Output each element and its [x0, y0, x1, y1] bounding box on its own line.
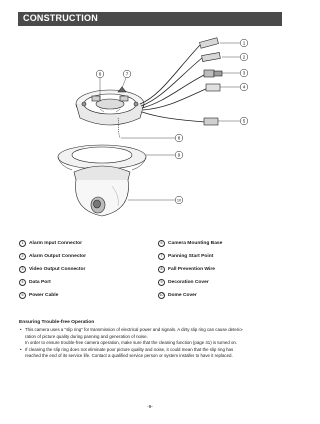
callout-3 [240, 69, 248, 77]
legend-label: Alarm Input Connector [29, 241, 82, 246]
note-line: If cleaning the slip ring does not eliminate poor picture quality and noise, it could mean that the slip ring has [25, 346, 234, 352]
legend-item [158, 266, 215, 273]
callout-9 [175, 151, 183, 159]
notes-title: Ensuring Trouble-free Operation [19, 320, 95, 325]
legend-label: Dome Cover [168, 293, 197, 298]
legend-label: Decoration Cover [168, 280, 209, 285]
dome-cover [74, 166, 130, 216]
legend-number: 8 [158, 266, 165, 273]
alarm-output-connector [202, 52, 221, 61]
svg-text:10: 10 [176, 198, 182, 203]
svg-text:8: 8 [177, 135, 181, 141]
svg-text:6: 6 [98, 71, 102, 77]
callout-7 [123, 70, 131, 78]
data-port [206, 84, 220, 91]
video-output-connector [204, 70, 222, 77]
svg-text:9: 9 [177, 152, 181, 158]
legend-label: Camera Mounting Base [168, 241, 223, 246]
alarm-input-connector [200, 38, 219, 48]
legend-item [19, 279, 51, 286]
callout-8 [175, 134, 183, 142]
page-number: -9- [147, 404, 153, 409]
legend-label: Video Output Connector [29, 267, 86, 272]
legend-item [158, 240, 222, 247]
legend-label: Panning Start Point [168, 254, 214, 259]
note-line: reached the end of its service life. Contact a qualified service person or system installer to have it replaced. [25, 353, 233, 359]
cable-bundle [140, 45, 208, 122]
legend-item [158, 253, 213, 260]
legend-number: 2 [19, 253, 26, 260]
legend-item [158, 292, 197, 299]
legend-item [19, 266, 85, 273]
note-bullet [19, 347, 283, 360]
legend-number: 7 [158, 253, 165, 260]
bullet-dot: • [20, 346, 22, 352]
callout-6 [96, 70, 104, 78]
legend-label: Fall Prevention Wire [168, 267, 215, 272]
svg-text:5: 5 [242, 118, 246, 124]
legend-number: 9 [158, 279, 165, 286]
note-bullet [19, 327, 283, 346]
legend-item [158, 279, 209, 286]
power-cable-plug [204, 118, 218, 125]
svg-text:4: 4 [242, 84, 246, 90]
svg-text:3: 3 [242, 70, 246, 76]
note-line: In order to ensure trouble-free camera operation, make sure that the cleaning function (page 41) is turned on. [25, 340, 238, 346]
legend-number: 6 [158, 240, 165, 247]
callout-2 [240, 53, 248, 61]
note-line: ration of picture quality during panning and generation of noise. [25, 333, 148, 339]
operation-notes [19, 320, 283, 359]
legend-number: 1 [19, 240, 26, 247]
camera-mounting-base [76, 90, 144, 125]
callout-5 [240, 117, 248, 125]
bullet-dot: • [20, 327, 22, 333]
callout-4 [240, 83, 248, 91]
svg-text:2: 2 [242, 54, 246, 60]
note-line: This camera uses a "slip ring" for transmission of electrical power and signals. A dirty slip ring can cause deterio- [25, 327, 244, 333]
legend-number: 5 [19, 292, 26, 299]
callout-10 [175, 196, 183, 204]
section-title: CONSTRUCTION [23, 13, 98, 23]
legend-label: Power Cable [29, 293, 59, 298]
callout-1 [240, 39, 248, 47]
legend-number: 3 [19, 266, 26, 273]
legend-item [19, 253, 86, 260]
legend-item [19, 240, 82, 247]
legend-number: 10 [159, 293, 164, 297]
legend-number: 4 [19, 279, 26, 286]
legend-label: Alarm Output Connector [29, 254, 87, 259]
svg-text:7: 7 [125, 71, 129, 77]
svg-text:1: 1 [242, 40, 246, 46]
legend-item [19, 292, 58, 299]
legend-label: Data Port [29, 280, 51, 285]
